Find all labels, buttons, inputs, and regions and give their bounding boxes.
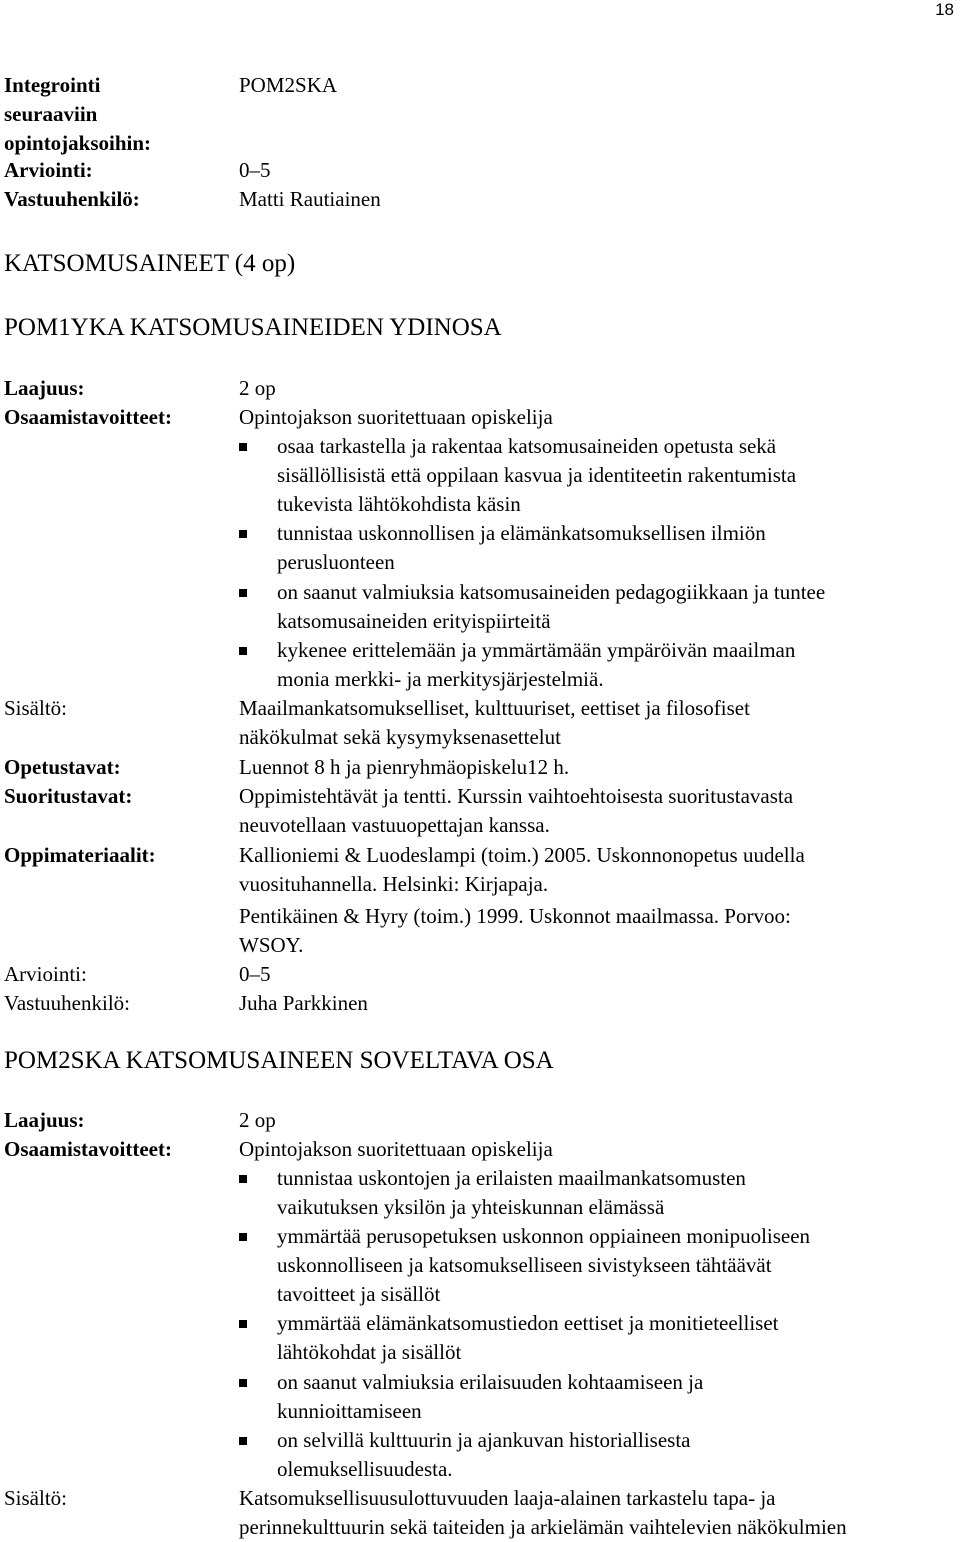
course2-goal-4-line-2: kunnioittamiseen [277,1399,422,1423]
course1-assessment-value: 0–5 [239,962,271,986]
course1-goal-4-line-2: monia merkki- ja merkitysjärjestelmiä. [277,667,604,691]
course1-content-line-2: näkökulmat sekä kysymyksenasettelut [239,725,561,749]
course2-content-line-1: Katsomuksellisuusulottuvuuden laaja-alainen tarkastelu tapa- ja [239,1486,776,1510]
assessment-value: 0–5 [239,158,271,182]
course2-goal-5-line-1: on selvillä kulttuurin ja ajankuvan historiallisesta [277,1428,691,1452]
integration-label-line-2: seuraaviin [4,102,98,126]
course2-goal-2-line-3: tavoitteet ja sisällöt [277,1282,441,1306]
bullet-icon [239,1379,247,1387]
course1-materials-label: Oppimateriaalit: [4,843,156,867]
bullet-icon [239,443,247,451]
course1-completion-line-1: Oppimistehtävät ja tentti. Kurssin vaihtoehtoisesta suoritustavasta [239,784,794,808]
course1-goal-3-line-2: katsomusaineiden erityispiirteitä [277,609,551,633]
course2-goal-1-line-1: tunnistaa uskontojen ja erilaisten maailmankatsomusten [277,1166,746,1190]
bullet-icon [239,1320,247,1328]
course1-responsible-value: Juha Parkkinen [239,991,368,1015]
course2-goal-2-line-2: uskonnolliseen ja katsomukselliseen sivistykseen tähtäävät [277,1253,772,1277]
course2-content-label: Sisältö: [4,1486,68,1510]
responsible-label: Vastuuhenkilö: [4,187,140,211]
course1-goal-2-line-2: perusluonteen [277,550,395,574]
course1-teaching-label: Opetustavat: [4,755,121,779]
course1-goals-intro: Opintojakson suoritettuaan opiskelija [239,405,553,429]
course1-materials-line-2: vuosituhannella. Helsinki: Kirjapaja. [239,872,549,896]
course1-responsible-label: Vastuuhenkilö: [4,991,130,1015]
section-heading: KATSOMUSAINEET (4 op) [4,250,296,277]
course2-goal-2-line-1: ymmärtää perusopetuksen uskonnon oppiaineen monipuoliseen [277,1224,811,1248]
integration-label-line-1: Integrointi [4,73,101,97]
course2-scope-label: Laajuus: [4,1108,85,1132]
course1-goal-1-line-1: osaa tarkastella ja rakentaa katsomusaineiden opetusta sekä [277,434,777,458]
course1-assessment-label: Arviointi: [4,962,87,986]
assessment-label: Arviointi: [4,158,93,182]
course2-content-line-2: perinnekulttuurin sekä taiteiden ja arkielämän vaihtelevien näkökulmien [239,1515,847,1539]
course1-content-label: Sisältö: [4,696,68,720]
course1-content-line-1: Maailmankatsomukselliset, kulttuuriset, eettiset ja filosofiset [239,696,750,720]
course2-goal-5-line-2: olemuksellisuudesta. [277,1457,453,1481]
course1-goal-4-line-1: kykenee erittelemään ja ymmärtämään ympäröivän maailman [277,638,796,662]
course2-goal-3-line-1: ymmärtää elämänkatsomustiedon eettiset ja monitieteelliset [277,1311,779,1335]
course1-title: POM1YKA KATSOMUSAINEIDEN YDINOSA [4,314,502,341]
course1-goal-1-line-3: tukevista lähtökohdista käsin [277,492,521,516]
responsible-value: Matti Rautiainen [239,187,381,211]
course1-materials-line-1: Kallioniemi & Luodeslampi (toim.) 2005. Uskonnonopetus uudella [239,843,805,867]
course2-goals-intro: Opintojakson suoritettuaan opiskelija [239,1137,553,1161]
course2-goal-3-line-2: lähtökohdat ja sisällöt [277,1340,462,1364]
bullet-icon [239,1175,247,1183]
course1-goals-label: Osaamistavoitteet: [4,405,172,429]
course1-goal-1-line-2: sisällöllisistä että oppilaan kasvua ja identiteetin rakentumista [277,463,797,487]
bullet-icon [239,530,247,538]
course2-goals-label: Osaamistavoitteet: [4,1137,172,1161]
course2-title: POM2SKA KATSOMUSAINEEN SOVELTAVA OSA [4,1047,554,1074]
integration-label-line-3: opintojaksoihin: [4,131,152,155]
course1-teaching-value: Luennot 8 h ja pienryhmäopiskelu12 h. [239,755,570,779]
course1-completion-line-2: neuvotellaan vastuuopettajan kanssa. [239,813,550,837]
course1-goal-3-line-1: on saanut valmiuksia katsomusaineiden pedagogiikkaan ja tuntee [277,580,826,604]
bullet-icon [239,589,247,597]
course1-materials-line-3: Pentikäinen & Hyry (toim.) 1999. Uskonnot maailmassa. Porvoo: [239,904,791,928]
bullet-icon [239,1437,247,1445]
course1-goal-2-line-1: tunnistaa uskonnollisen ja elämänkatsomuksellisen ilmiön [277,521,766,545]
course1-scope-value: 2 op [239,376,276,400]
bullet-icon [239,1233,247,1241]
course1-materials-line-4: WSOY. [239,933,304,957]
course2-scope-value: 2 op [239,1108,276,1132]
course2-goal-4-line-1: on saanut valmiuksia erilaisuuden kohtaamiseen ja [277,1370,704,1394]
course1-scope-label: Laajuus: [4,376,85,400]
course2-goal-1-line-2: vaikutuksen yksilön ja yhteiskunnan elämässä [277,1195,665,1219]
page-number: 18 [935,0,954,19]
course1-completion-label: Suoritustavat: [4,784,133,808]
integration-value: POM2SKA [239,73,338,97]
bullet-icon [239,647,247,655]
